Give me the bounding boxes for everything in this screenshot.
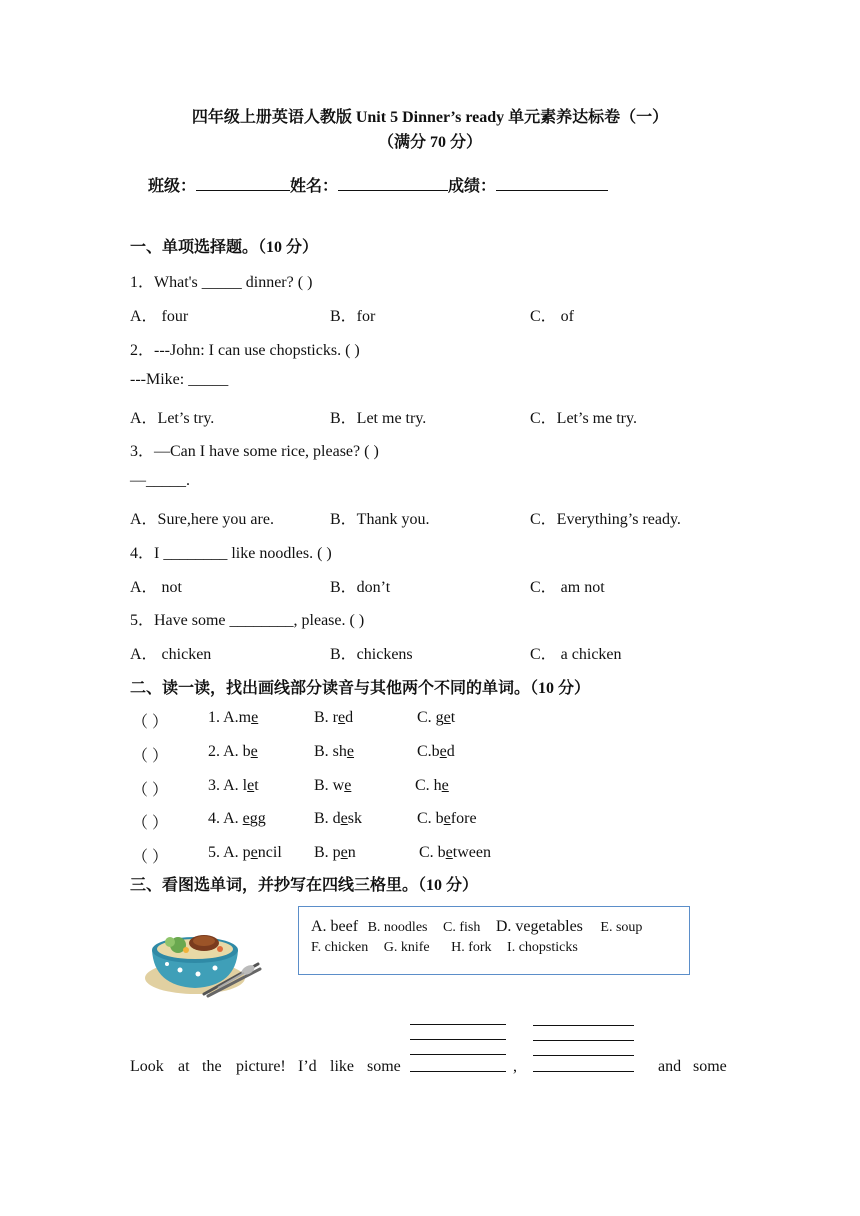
item-number: 5. A. [208,844,243,861]
option-c-pre: C. b [419,844,446,861]
q2-option-c[interactable]: C．Let’s me try. [530,410,637,427]
item-number: 3. A. [208,777,243,794]
option-c[interactable] [417,743,455,761]
q2-option-b[interactable]: B．Let me try. [330,410,427,427]
option-a-pre: l [242,777,248,794]
name-blank[interactable] [338,176,448,191]
page-title: 四年级上册英语人教版 Unit 5 Dinner’s ready 单元素养达标卷（一） [191,109,669,126]
item-number: 4. A. [208,810,243,827]
q4-option-a[interactable]: A． not [130,579,183,596]
option-c-post: t [450,709,456,726]
q1-stem: 1．What's _____ dinner? ( ) [130,274,313,291]
option-c-underlined: e [443,810,451,827]
option-c-pre: C.b [417,743,440,760]
q3-stem: 3．—Can I have some rice, please? ( ) [130,443,379,460]
option-a-post: ncil [257,844,282,861]
word-e-soup: E. soup [600,920,643,935]
answer-paren[interactable]: （ ） [132,849,169,866]
option-b-underlined: e [346,743,355,760]
word-i-chopsticks: I. chopsticks [507,940,578,955]
word-a-beef: A. beef [311,918,359,935]
sentence-and: and [658,1058,682,1075]
option-c-pre: C. b [417,810,444,827]
sentence-picture: picture! [236,1058,286,1075]
q1-option-b[interactable]: B．for [330,308,376,325]
option-b-underlined: e [340,810,348,827]
option-c[interactable] [419,844,491,862]
sentence-some: some [367,1058,401,1075]
option-c-post: d [446,743,455,760]
class-blank[interactable] [196,176,290,191]
item-number: 1. A. [208,709,239,726]
option-a-underlined: e [250,844,258,861]
word-c-fish: C. fish [442,920,481,935]
word-d-vegetables: D. vegetables [495,918,583,935]
option-a-underlined: e [251,709,259,726]
answer-paren[interactable]: （ ） [132,782,169,799]
page-subtitle: （满分 70 分） [377,134,482,151]
option-a-post: t [254,777,259,794]
option-c-pre: C. g [417,709,444,726]
option-a[interactable] [208,777,259,795]
option-b[interactable] [314,709,353,727]
sentence-like: like [330,1058,354,1075]
name-label: 姓名： [290,178,339,195]
q2-sub: ---Mike: _____ [130,371,229,388]
q3-sub: —_____. [130,472,190,489]
q5-option-c[interactable]: C． a chicken [530,646,622,663]
student-info [148,173,608,196]
section1-heading: 一、单项选择题。（10 分） [130,239,319,256]
option-b[interactable] [314,844,356,862]
q3-option-c[interactable]: C．Everything’s ready. [530,511,681,528]
q1-option-a[interactable]: A． four [130,308,189,325]
word-b-noodles: B. noodles [367,920,428,935]
word-g-knife: G. knife [383,940,430,955]
option-a[interactable] [208,810,266,828]
q2-stem: 2．---John: I can use chopsticks. ( ) [130,342,360,359]
option-a-underlined: e [247,777,255,794]
q5-option-a[interactable]: A． chicken [130,646,212,663]
q4-option-b[interactable]: B．don’t [330,579,391,596]
word-bank-row-2 [311,940,578,956]
option-a-underlined: e [250,743,258,760]
option-b-underlined: e [340,844,348,861]
food-bowl-image [140,912,265,1002]
q4-option-c[interactable]: C． am not [530,579,605,596]
option-b-pre: B. sh [314,743,347,760]
word-bank-row-1 [311,918,642,936]
sentence-the: the [202,1058,222,1075]
section2-heading: 二、读一读，找出画线部分读音与其他两个不同的单词。（10 分） [130,680,591,697]
option-a[interactable] [208,709,258,727]
option-c-post: tween [452,844,491,861]
sentence-at: at [178,1058,190,1075]
option-b-pre: B. p [314,844,341,861]
answer-paren[interactable]: （ ） [132,714,169,731]
class-label: 班级： [148,178,197,195]
option-c-underlined: e [441,777,449,794]
q3-option-a[interactable]: A．Sure,here you are. [130,511,274,528]
answer-paren[interactable]: （ ） [132,748,169,765]
option-b-post: d [345,709,354,726]
option-b[interactable] [314,810,362,828]
sentence-id: I’d [298,1058,317,1075]
q4-stem: 4．I ________ like noodles. ( ) [130,545,332,562]
q2-option-a[interactable]: A．Let’s try. [130,410,215,427]
sentence-some-2: some [693,1058,727,1075]
word-h-fork: H. fork [451,940,492,955]
q5-option-b[interactable]: B．chickens [330,646,413,663]
option-c[interactable] [417,810,477,828]
option-b-post: sk [347,810,363,827]
option-c-underlined: e [439,743,447,760]
option-a-pre: m [238,709,252,726]
sentence-comma: , [513,1058,517,1075]
option-a[interactable] [208,844,282,862]
score-blank[interactable] [496,176,608,191]
option-a-pre: b [242,743,251,760]
q1-option-c[interactable]: C． of [530,308,575,325]
option-a-pre: p [242,844,251,861]
option-a[interactable] [208,743,258,761]
option-b-pre: B. d [314,810,341,827]
option-a-underlined: e [242,810,250,827]
q5-stem: 5．Have some ________, please. ( ) [130,612,365,629]
option-c[interactable] [415,777,449,795]
option-b-underlined: e [338,709,346,726]
option-c-post: fore [450,810,477,827]
option-c-underlined: e [445,844,453,861]
option-b-pre: B. w [314,777,345,794]
option-a-post: gg [249,810,266,827]
option-b-pre: B. r [314,709,338,726]
option-b-underlined: e [344,777,352,794]
score-label: 成绩： [448,178,497,195]
word-f-chicken: F. chicken [311,940,369,955]
section3-heading: 三、看图选单词，并抄写在四线三格里。（10 分） [130,877,479,894]
option-b[interactable] [314,777,351,795]
option-c-pre: C. h [415,777,442,794]
option-c-underlined: e [443,709,451,726]
option-c[interactable] [417,709,455,727]
answer-paren[interactable]: （ ） [132,815,169,832]
sentence-look: Look [130,1058,164,1075]
q3-option-b[interactable]: B．Thank you. [330,511,430,528]
option-b-post: n [347,844,356,861]
item-number: 2. A. [208,743,243,760]
option-b[interactable] [314,743,354,761]
